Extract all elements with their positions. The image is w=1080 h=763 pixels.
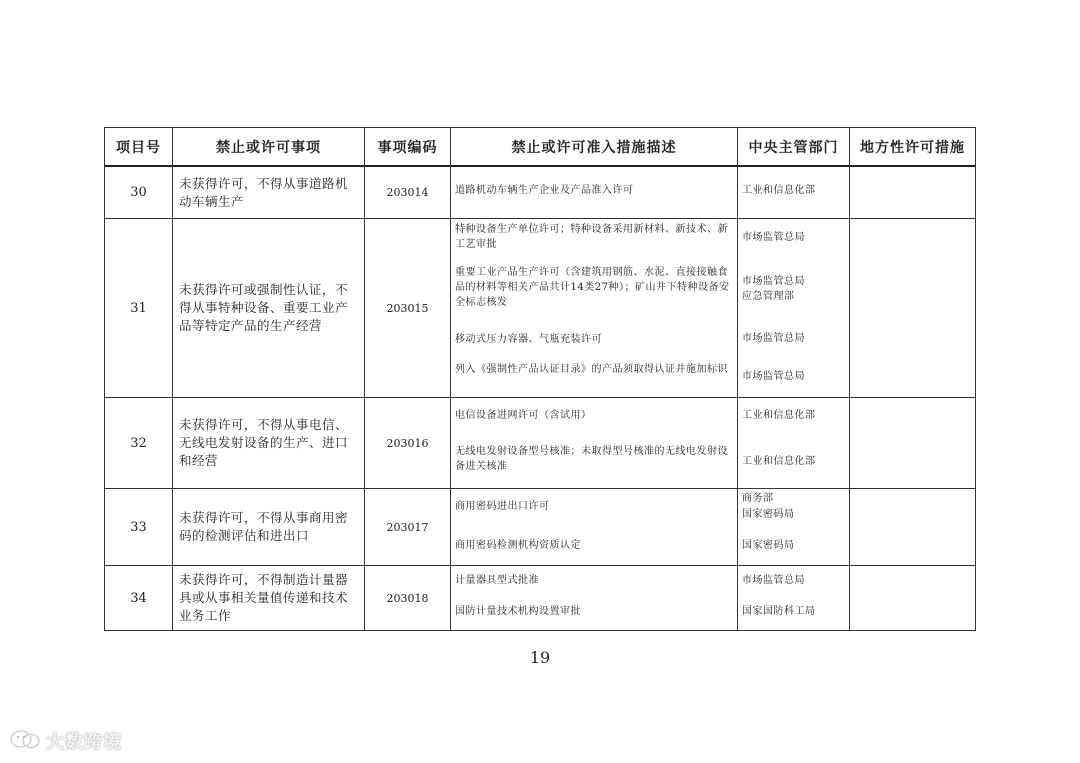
- row-department: [738, 166, 850, 219]
- description-line: 重要工业产品生产许可（含建筑用钢筋、水泥、直接接触食品的材料等相关产品共计14类27种）；矿山井下特种设备安全标志核发: [455, 267, 730, 308]
- description-line: 商用密码进出口许可: [455, 501, 550, 512]
- row-description: [451, 166, 738, 219]
- department-line: 国家密码局: [742, 509, 795, 520]
- department-line: 工业和信息化部: [742, 410, 816, 421]
- table-header-row: [105, 128, 976, 167]
- description-line: 商用密码检测机构资质认定: [455, 540, 581, 551]
- department-line: 市场监管总局: [742, 371, 805, 382]
- department-line: 市场监管总局: [742, 232, 805, 243]
- table-row: [105, 489, 976, 566]
- department-line: 市场监管总局: [742, 575, 805, 586]
- watermark: [8, 728, 122, 754]
- department-line: 市场监管总局: [742, 276, 805, 287]
- department-line: 市场监管总局: [742, 333, 805, 344]
- row-item: 未获得许可或强制性认证，不得从事特种设备、重要工业产品等特定产品的生产经营: [173, 219, 365, 398]
- row-description: [451, 398, 738, 489]
- header-item: 禁止或许可事项: [173, 128, 365, 167]
- header-local-measure: 地方性许可措施: [850, 128, 976, 167]
- row-description: [451, 566, 738, 631]
- row-local-measure: [850, 489, 976, 566]
- row-number: 31: [105, 219, 173, 398]
- description-line: 特种设备生产单位许可；特种设备采用新材料、新技术、新工艺审批: [455, 224, 728, 250]
- wechat-logo-icon: [8, 728, 42, 754]
- row-code: 203017: [365, 489, 451, 566]
- description-line: 列入《强制性产品认证目录》的产品须取得认证并施加标识: [455, 364, 728, 375]
- header-project-no: 项目号: [105, 128, 173, 167]
- row-description: [451, 489, 738, 566]
- row-department: [738, 566, 850, 631]
- table-row: [105, 219, 976, 398]
- description-line: 计量器具型式批准: [455, 575, 539, 586]
- department-line: 国家国防科工局: [742, 606, 816, 617]
- description-line: 移动式压力容器、气瓶充装许可: [455, 334, 602, 345]
- row-item: 未获得许可，不得从事道路机动车辆生产: [173, 166, 365, 219]
- page-number: 19: [529, 648, 551, 667]
- row-local-measure: [850, 166, 976, 219]
- department-line: 应急管理部: [742, 291, 795, 302]
- row-number: 33: [105, 489, 173, 566]
- table-row: [105, 398, 976, 489]
- row-department: [738, 219, 850, 398]
- header-description: 禁止或许可准入措施描述: [451, 128, 738, 167]
- header-department: 中央主管部门: [738, 128, 850, 167]
- department-line: 商务部: [742, 493, 774, 504]
- row-local-measure: [850, 566, 976, 631]
- row-department: [738, 489, 850, 566]
- row-item: 未获得许可，不得制造计量器具或从事相关量值传递和技术业务工作: [173, 566, 365, 631]
- watermark-text: 大数跨境: [46, 732, 122, 753]
- header-code: 事项编码: [365, 128, 451, 167]
- description-line: 道路机动车辆生产企业及产品准入许可: [455, 185, 634, 196]
- row-number: 34: [105, 566, 173, 631]
- row-code: 203015: [365, 219, 451, 398]
- row-number: 32: [105, 398, 173, 489]
- permit-table: [104, 127, 976, 631]
- row-local-measure: [850, 219, 976, 398]
- department-line: 国家密码局: [742, 540, 795, 551]
- table-row: [105, 566, 976, 631]
- row-department: [738, 398, 850, 489]
- table-row: [105, 166, 976, 219]
- row-local-measure: [850, 398, 976, 489]
- row-item: 未获得许可，不得从事商用密码的检测评估和进出口: [173, 489, 365, 566]
- description-line: 无线电发射设备型号核准；未取得型号核准的无线电发射设备进关核准: [455, 446, 728, 472]
- row-code: 203018: [365, 566, 451, 631]
- row-description: [451, 219, 738, 398]
- row-code: 203014: [365, 166, 451, 219]
- row-number: 30: [105, 166, 173, 219]
- department-line: 工业和信息化部: [742, 185, 816, 196]
- row-code: 203016: [365, 398, 451, 489]
- description-line: 国防计量技术机构设置审批: [455, 606, 581, 617]
- row-item: 未获得许可，不得从事电信、无线电发射设备的生产、进口和经营: [173, 398, 365, 489]
- department-line: 工业和信息化部: [742, 456, 816, 467]
- description-line: 电信设备进网许可（含试用）: [455, 410, 592, 421]
